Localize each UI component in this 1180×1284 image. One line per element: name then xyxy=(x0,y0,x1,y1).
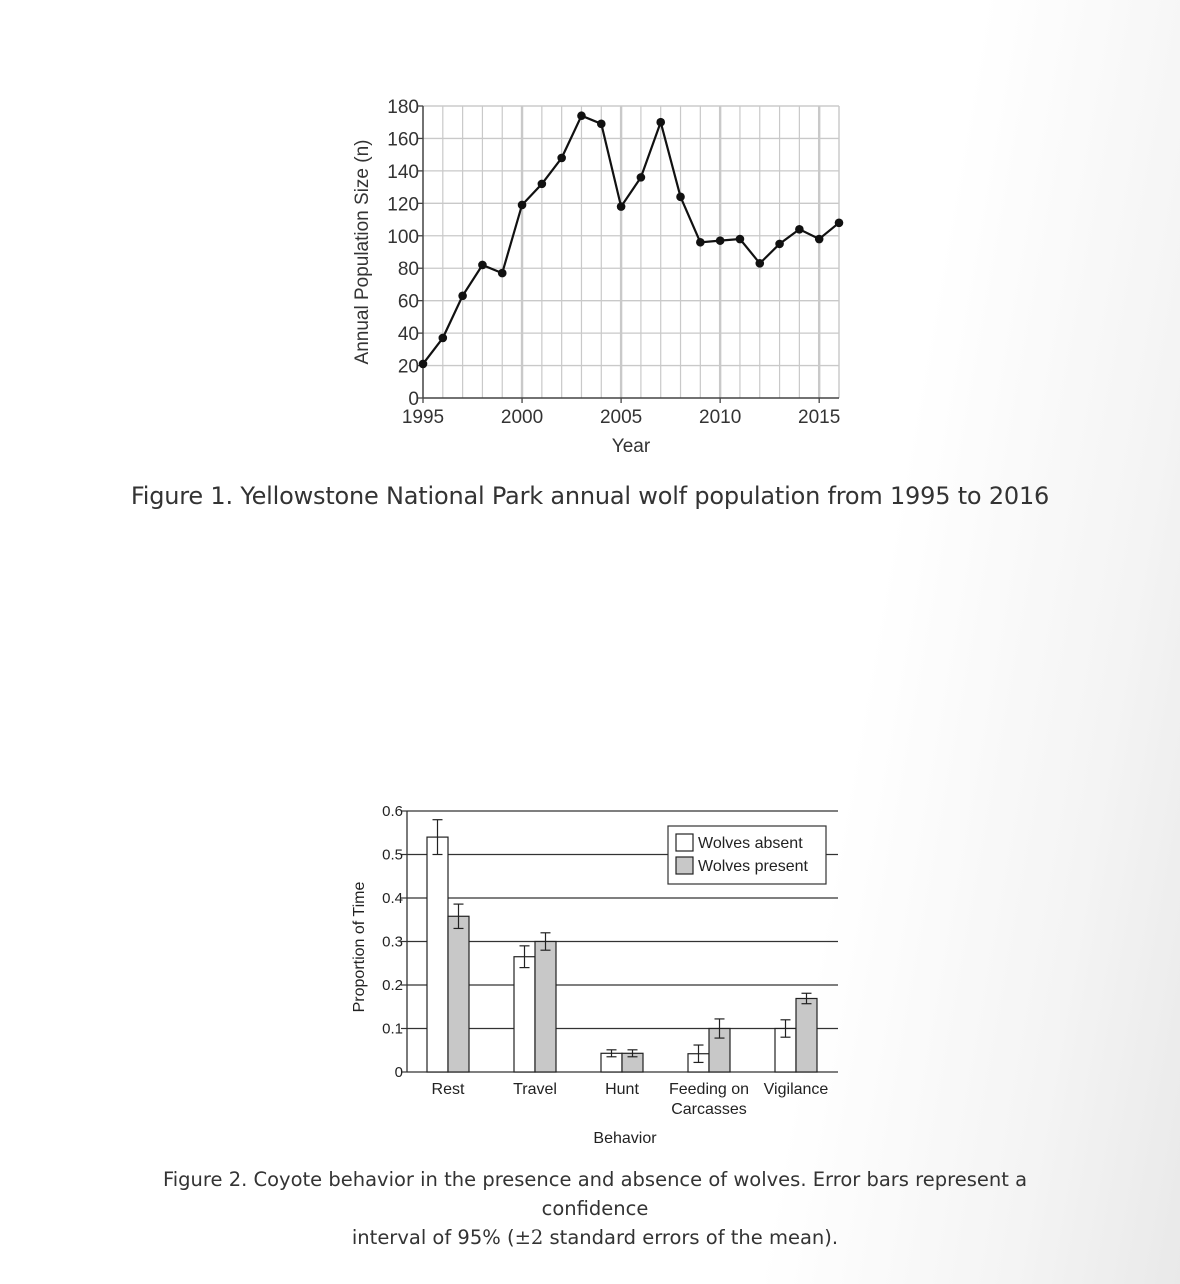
chart2-y-ticks xyxy=(382,803,407,1081)
chart1-y-tick-label: 20 xyxy=(397,356,419,378)
chart2-category-label: Feeding on xyxy=(668,1081,750,1098)
chart2-y-tick-label: 0.1 xyxy=(382,1020,403,1038)
chart2-y-tick-label: 0 xyxy=(394,1064,403,1081)
chart1-y-tick-label: 180 xyxy=(387,97,419,118)
bar-wolves-present xyxy=(796,998,817,1072)
chart1-y-tick-label: 80 xyxy=(397,259,419,281)
chart1-y-tick-label: 60 xyxy=(397,291,419,313)
plus-minus-value: ±2 xyxy=(514,1226,544,1249)
chart2-category-label: Hunt xyxy=(605,1081,639,1098)
population-point xyxy=(835,219,844,228)
bar-wolves-absent xyxy=(427,837,448,1072)
figure2-caption-line1: Figure 2. Coyote behavior in the presence and absence of wolves. Error bars represent a confidence xyxy=(162,1168,1028,1220)
chart2-x-axis-label: Behavior xyxy=(593,1130,657,1147)
chart1-y-axis-label: Annual Population Size (n) xyxy=(352,139,373,365)
population-point xyxy=(498,269,507,278)
population-point xyxy=(755,259,764,268)
chart1-y-tick-label: 160 xyxy=(387,129,419,151)
population-point xyxy=(518,201,527,210)
bar-wolves-absent xyxy=(514,957,535,1072)
population-point xyxy=(736,235,745,244)
chart2-y-tick-label: 0.3 xyxy=(382,933,403,951)
chart2-legend xyxy=(668,826,826,884)
chart2-y-tick-label: 0.6 xyxy=(382,803,403,820)
population-point xyxy=(676,193,685,202)
legend-swatch-absent xyxy=(676,834,693,851)
population-point xyxy=(557,154,566,163)
chart1-x-tick-label: 2015 xyxy=(798,407,841,428)
population-point xyxy=(656,118,665,127)
chart2-x-ticks xyxy=(432,1081,829,1118)
bar-wolves-present xyxy=(535,942,556,1073)
chart1-x-ticks xyxy=(402,398,840,428)
chart2-category-label: Travel xyxy=(513,1081,557,1098)
population-point xyxy=(617,202,626,211)
population-point xyxy=(815,235,824,244)
chart1-y-tick-label: 140 xyxy=(387,161,419,183)
bar-wolves-present xyxy=(448,916,469,1072)
chart2-y-axis-label: Proportion of Time xyxy=(351,881,368,1013)
chart1-y-tick-label: 100 xyxy=(387,226,419,248)
chart1-y-ticks xyxy=(387,97,423,410)
chart1-y-tick-label: 40 xyxy=(397,324,419,346)
chart1-x-tick-label: 1995 xyxy=(401,407,445,428)
chart2-category-label: Carcasses xyxy=(671,1101,747,1118)
chart1-grid xyxy=(423,106,839,398)
wolf-population-line-chart xyxy=(352,97,843,457)
figure2-caption-line2-end: standard errors of the mean). xyxy=(543,1226,839,1249)
population-point xyxy=(478,261,487,270)
chart1-x-tick-label: 2000 xyxy=(500,407,544,428)
chart1-y-tick-label: 0 xyxy=(408,389,419,410)
chart2-category-label: Vigilance xyxy=(763,1081,829,1098)
population-point xyxy=(577,111,586,120)
chart2-y-tick-label: 0.5 xyxy=(382,846,403,864)
population-point xyxy=(696,238,705,247)
chart1-axes xyxy=(423,106,839,398)
coyote-behavior-bar-chart xyxy=(351,803,838,1147)
population-point xyxy=(439,334,448,343)
population-point xyxy=(419,360,428,369)
chart1-x-tick-label: 2005 xyxy=(599,407,643,428)
chart1-x-axis-label: Year xyxy=(611,436,651,457)
population-point xyxy=(775,240,784,249)
population-point xyxy=(637,173,646,182)
population-point xyxy=(538,180,547,189)
population-point xyxy=(795,225,804,234)
chart2-y-tick-label: 0.4 xyxy=(382,890,403,907)
chart1-y-tick-label: 120 xyxy=(387,194,419,216)
legend-label: Wolves present xyxy=(698,858,808,875)
chart2-y-tick-label: 0.2 xyxy=(382,977,403,994)
population-point xyxy=(597,120,606,129)
chart2-category-label: Rest xyxy=(431,1081,465,1098)
population-point xyxy=(458,292,467,301)
chart1-x-tick-label: 2010 xyxy=(699,407,742,428)
population-line xyxy=(423,116,839,364)
population-point xyxy=(716,236,725,245)
legend-swatch-present xyxy=(676,857,693,874)
legend-label: Wolves absent xyxy=(698,835,803,852)
figure2-caption xyxy=(120,1165,1070,1252)
figure1-caption: Figure 1. Yellowstone National Park annual wolf population from 1995 to 2016 xyxy=(130,482,1050,510)
figure2-caption-line2-start: interval of 95% ( xyxy=(351,1226,515,1249)
